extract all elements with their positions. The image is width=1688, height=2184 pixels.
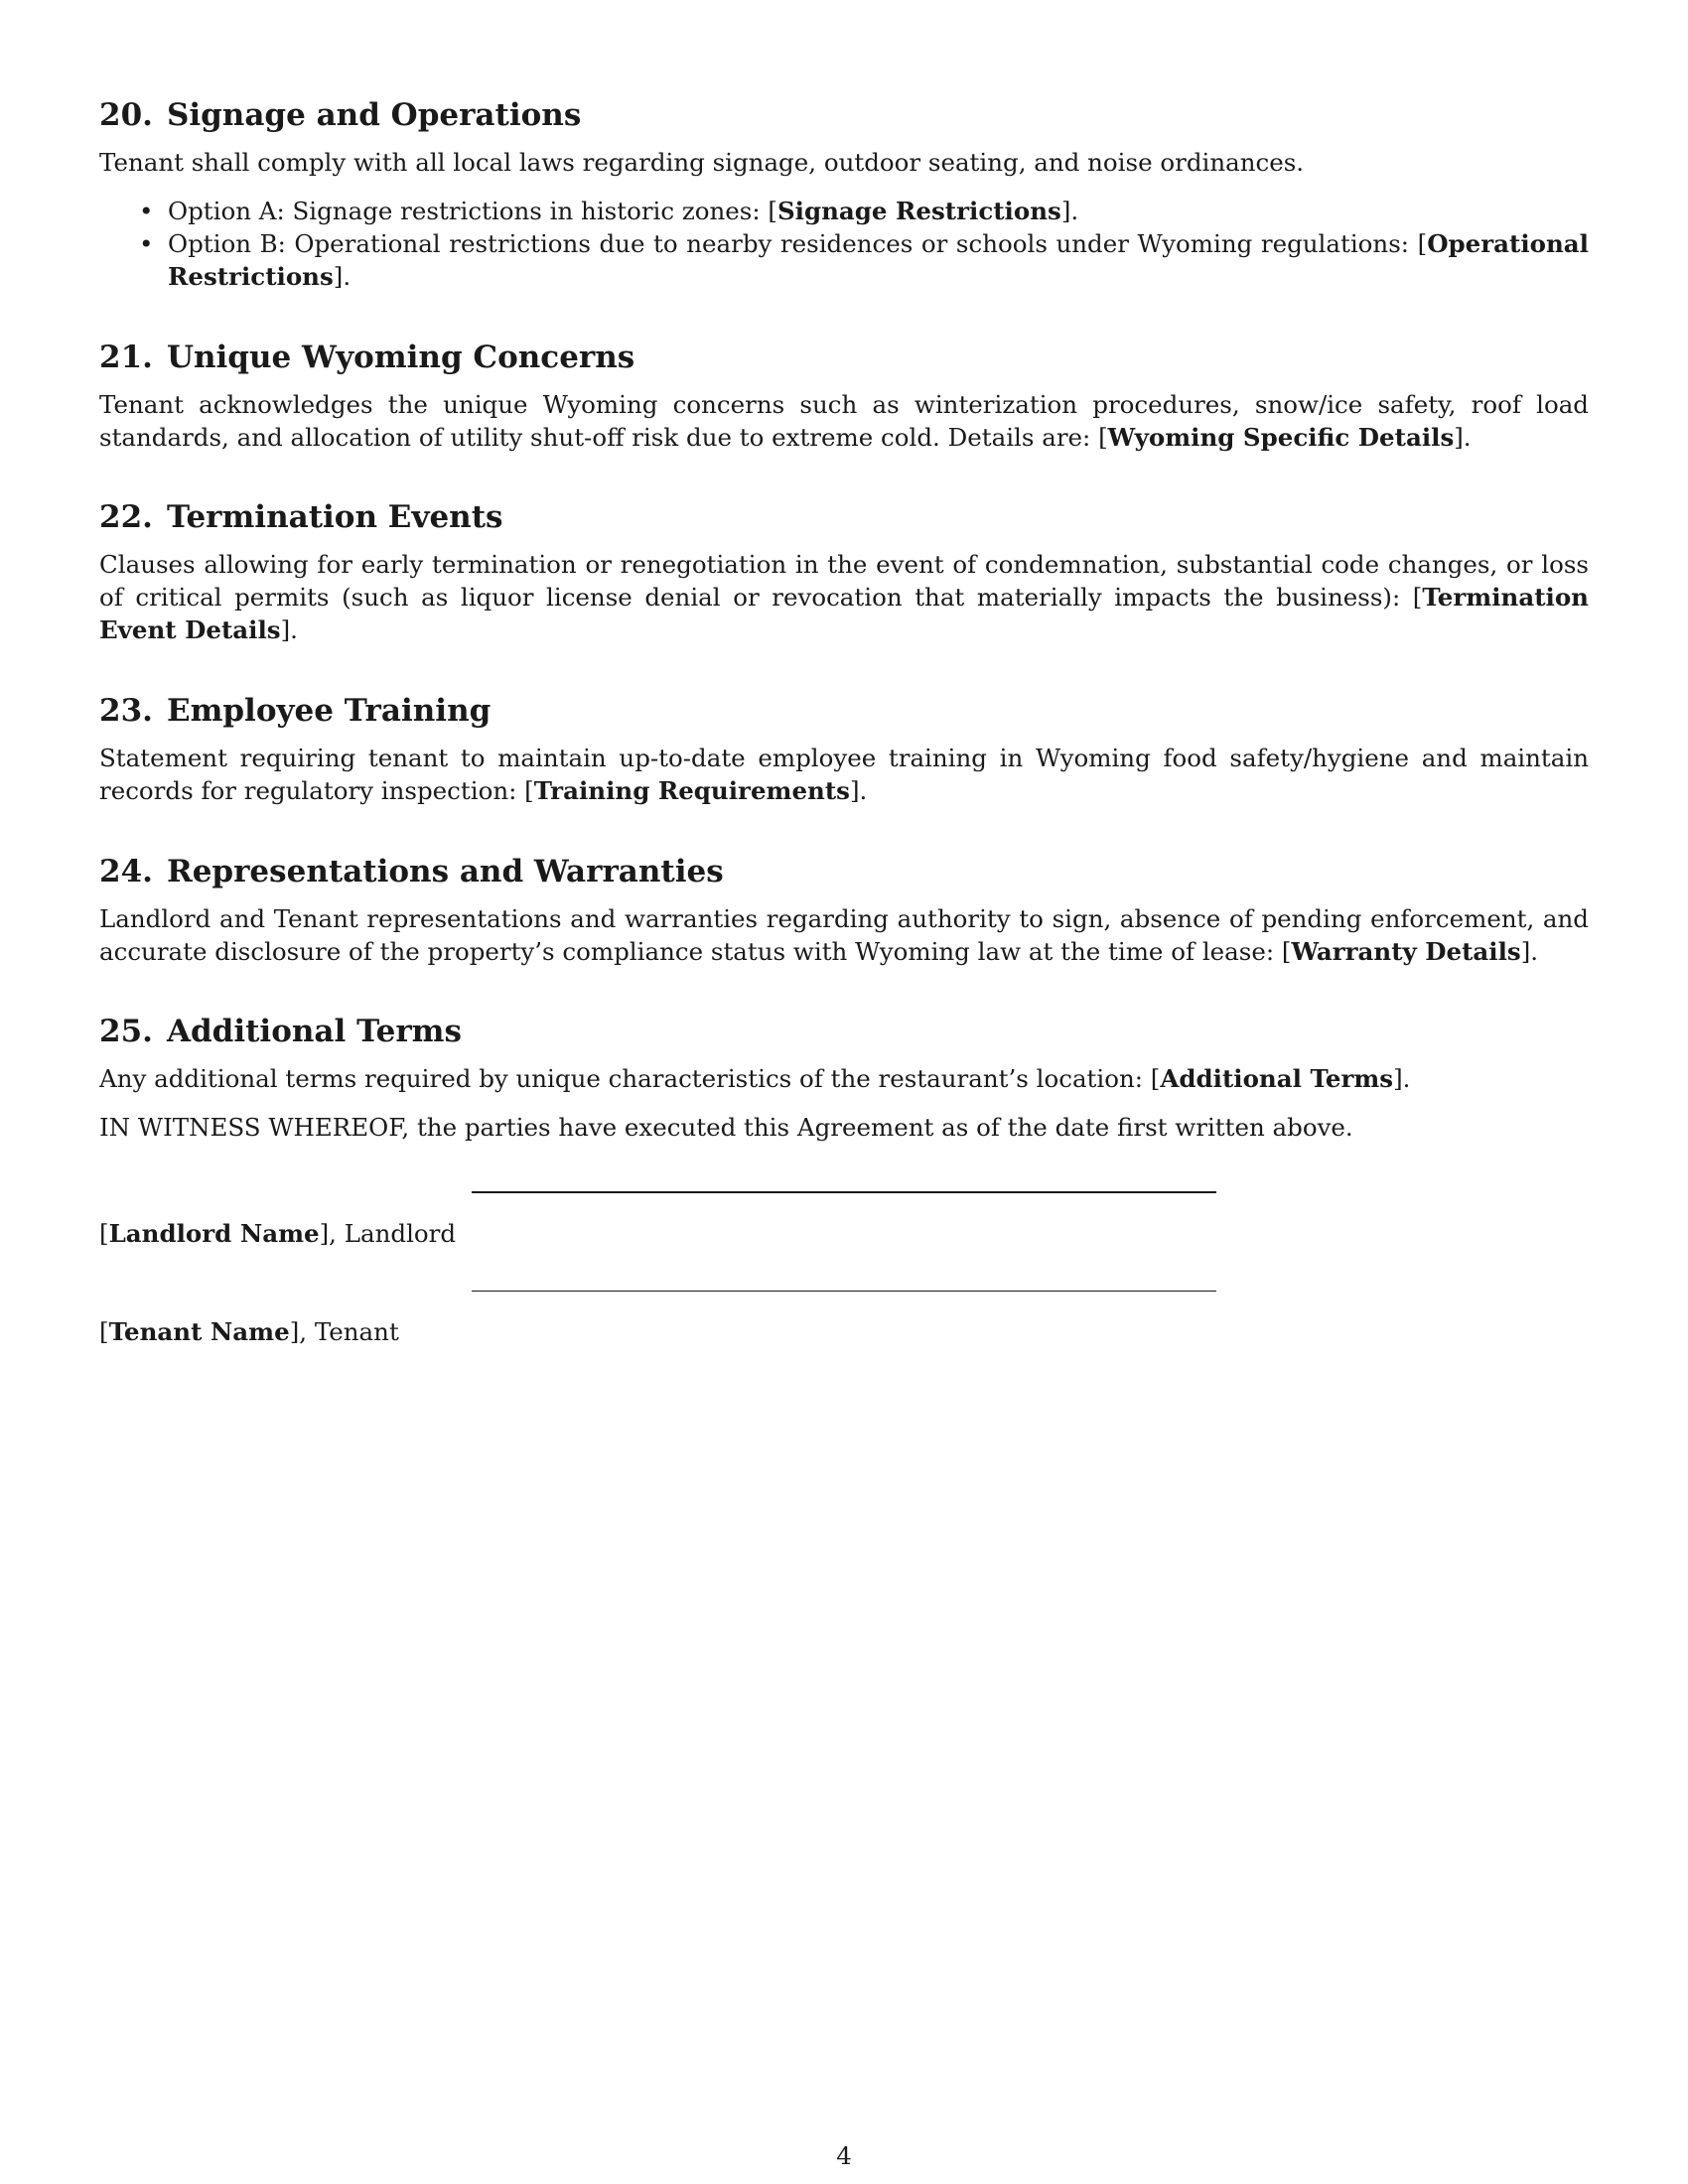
bullet: • xyxy=(139,197,154,225)
section-title: Additional Terms xyxy=(166,1014,462,1049)
section-title: Unique Wyoming Concerns xyxy=(166,340,635,375)
section-body: Tenant shall comply with all local laws regarding signage, outdoor seating, and noise ordinances. xyxy=(99,148,1305,177)
section-22 xyxy=(99,497,1589,646)
section-heading xyxy=(99,691,1589,731)
placeholder-field: Warranty Details xyxy=(1291,937,1521,966)
placeholder-field: Signage Restrictions xyxy=(776,197,1061,225)
section-number: 23. xyxy=(99,693,153,729)
section-title: Employee Training xyxy=(166,693,492,729)
section-title: Signage and Operations xyxy=(166,97,582,133)
page-number: 4 xyxy=(836,2141,852,2170)
section-25 xyxy=(99,1012,1589,1144)
section-21 xyxy=(99,338,1589,454)
placeholder-field: Operational Restrictions xyxy=(168,229,1589,291)
landlord-signature-line xyxy=(472,1191,1216,1193)
section-title: Termination Events xyxy=(166,499,503,535)
section-heading xyxy=(99,338,1589,377)
landlord-signature-label: [Landlord Name], Landlord xyxy=(99,1219,457,1248)
option-a: • Option A: Signage restrictions in historic zones: [Signage Restrictions]. xyxy=(139,197,1079,225)
section-number: 22. xyxy=(99,499,153,535)
section-title: Representations and Warranties xyxy=(166,854,724,889)
section-number: 24. xyxy=(99,854,153,889)
bullet: • xyxy=(139,229,154,258)
section-heading xyxy=(99,1012,1589,1051)
section-number: 21. xyxy=(99,340,153,375)
section-body: Any additional terms required by unique characteristics of the restaurant’s location: [Additional Terms]. xyxy=(99,1064,1411,1093)
option-b: • Option B: Operational restrictions due to nearby residences or schools under Wyoming regulations: [Operational Restrictions]. xyxy=(139,229,1589,291)
section-body: Landlord and Tenant representations and warranties regarding authority to sign, absence of pending enforcement, and accurate disclosure of the property’s compliance status with Wyoming law at the time of lease: [Warranty Details]. xyxy=(99,904,1589,966)
section-23 xyxy=(99,691,1589,807)
tenant-signature-line xyxy=(472,1291,1216,1292)
section-heading xyxy=(99,497,1589,537)
section-24 xyxy=(99,852,1589,968)
section-20 xyxy=(99,95,1589,293)
witness-statement: IN WITNESS WHEREOF, the parties have executed this Agreement as of the date first written above. xyxy=(99,1113,1353,1142)
section-body: Statement requiring tenant to maintain up-to-date employee training in Wyoming food safety/hygiene and maintain records for regulatory inspection: [Training Requirements]. xyxy=(99,744,1589,805)
placeholder-field: Wyoming Specific Details xyxy=(1107,423,1455,452)
section-body: Clauses allowing for early termination or renegotiation in the event of condemnation, substantial code changes, or loss of critical permits (such as liquor license denial or revocation that materially impacts the business): [Termination Event Details]. xyxy=(99,550,1589,644)
placeholder-field: Termination Event Details xyxy=(99,583,1589,644)
section-number: 25. xyxy=(99,1014,153,1049)
placeholder-field: Training Requirements xyxy=(533,776,850,805)
section-heading xyxy=(99,95,1589,135)
section-body: Tenant acknowledges the unique Wyoming concerns such as winterization procedures, snow/ice safety, roof load standards, and allocation of utility shut-off risk due to extreme cold. Details are: [Wyoming Specific Details]. xyxy=(99,390,1589,452)
placeholder-field: Additional Terms xyxy=(1160,1064,1394,1093)
section-number: 20. xyxy=(99,97,153,133)
tenant-signature-label: [Tenant Name], Tenant xyxy=(99,1317,399,1346)
document-page xyxy=(99,0,1589,2184)
placeholder-field: Landlord Name xyxy=(108,1219,320,1248)
section-heading xyxy=(99,852,1589,891)
options-list xyxy=(99,195,1589,293)
placeholder-field: Tenant Name xyxy=(108,1317,290,1346)
